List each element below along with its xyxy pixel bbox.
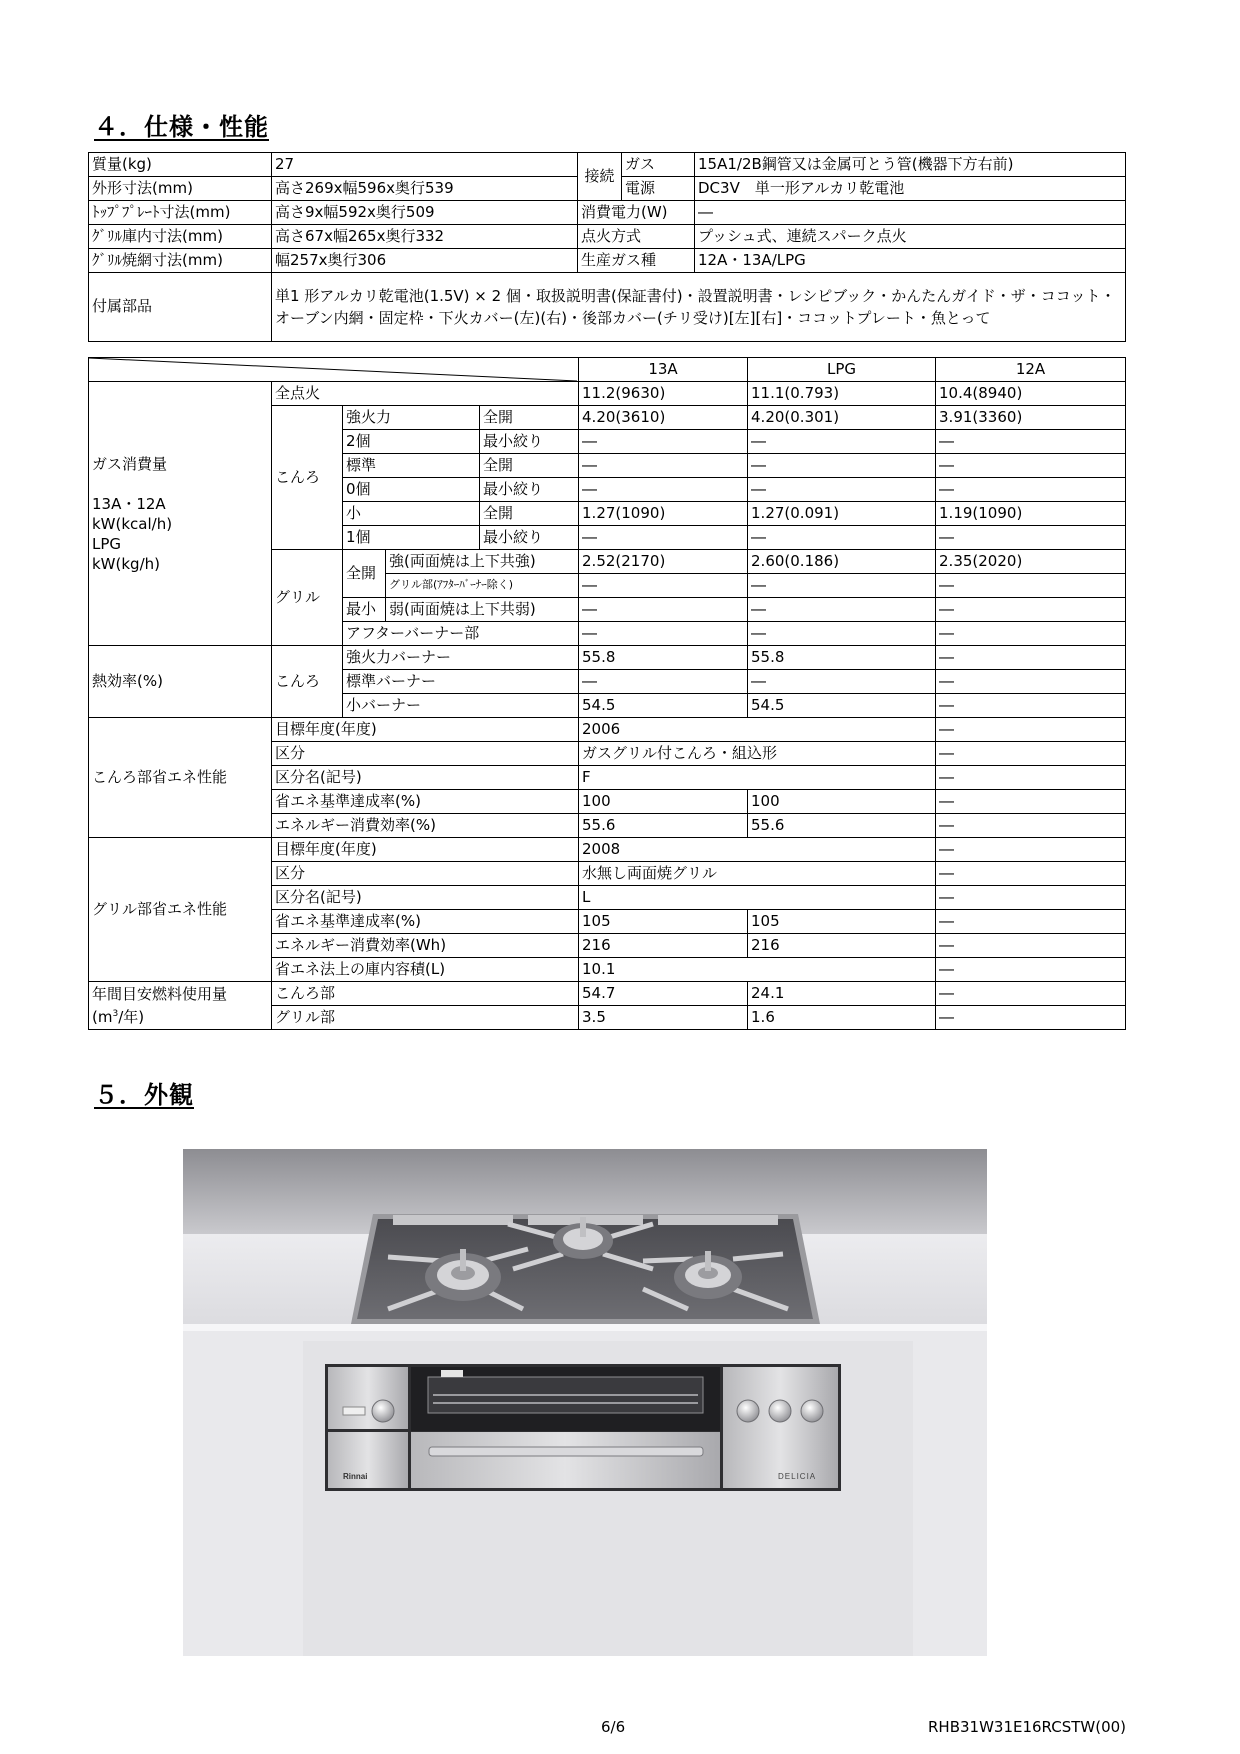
annual-konro-12a: ― bbox=[936, 982, 1126, 1006]
gas-unit-3: LPG bbox=[92, 534, 122, 553]
ke-eff-lpg: 55.6 bbox=[748, 814, 936, 838]
ge-achieve-12a: ― bbox=[936, 910, 1126, 934]
konro-energy-label: こんろ部省エネ性能 bbox=[89, 718, 272, 838]
standard-full-12a: ― bbox=[936, 454, 1126, 478]
product-photo bbox=[183, 1149, 987, 1656]
grill-weak-12a: ― bbox=[936, 598, 1126, 622]
strong-min-label: 最小絞り bbox=[480, 430, 579, 454]
grill-label: グリル bbox=[272, 550, 343, 646]
grill-inner-value: 高さ67x幅265x奥行332 bbox=[272, 225, 578, 249]
gas-unit-4: kW(kg/h) bbox=[92, 554, 160, 573]
grill-weak-lpg: ― bbox=[748, 598, 936, 622]
annual-grill-label: グリル部 bbox=[272, 1006, 579, 1030]
ge-year-label: 目標年度(年度) bbox=[272, 838, 579, 862]
ge-volume-value: 10.1 bbox=[579, 958, 936, 982]
small-full-label: 全開 bbox=[480, 502, 579, 526]
eff-standard-13a: ― bbox=[579, 670, 748, 694]
brand-logo: Rinnai bbox=[343, 1472, 368, 1481]
grill-strong-label: 強(両面焼は上下共強) bbox=[386, 550, 579, 574]
header-13a: 13A bbox=[579, 358, 748, 382]
eff-strong-12a: ― bbox=[936, 646, 1126, 670]
eff-strong-label: 強火力バーナー bbox=[343, 646, 579, 670]
standard-label: 標準 bbox=[343, 454, 480, 478]
ignition-value: プッシュ式、連続スパーク点火 bbox=[695, 225, 1126, 249]
small-full-12a: 1.19(1090) bbox=[936, 502, 1126, 526]
standard-full-13a: ― bbox=[579, 454, 748, 478]
ge-volume-label: 省エネ法上の庫内容積(L) bbox=[272, 958, 579, 982]
strong-min-12a: ― bbox=[936, 430, 1126, 454]
top-plate-value: 高さ9x幅592x奥行509 bbox=[272, 201, 578, 225]
standard-min-13a: ― bbox=[579, 478, 748, 502]
ge-name-label: 区分名(記号) bbox=[272, 886, 579, 910]
ke-name-value: F bbox=[579, 766, 936, 790]
small-min-lpg: ― bbox=[748, 526, 936, 550]
eff-standard-12a: ― bbox=[936, 670, 1126, 694]
gas-type-value: 12A・13A/LPG bbox=[695, 249, 1126, 273]
outer-dimension-value: 高さ269x幅596x奥行539 bbox=[272, 177, 578, 201]
grill-weak-label: 弱(両面焼は上下共弱) bbox=[386, 598, 579, 622]
section-5-title: ５．外観 bbox=[94, 1081, 194, 1109]
strong-full-13a: 4.20(3610) bbox=[579, 406, 748, 430]
mass-label: 質量(kg) bbox=[89, 153, 272, 177]
ke-category-value: ガスグリル付こんろ・組込形 bbox=[579, 742, 936, 766]
ge-name-12a: ― bbox=[936, 886, 1126, 910]
annual-grill-lpg: 1.6 bbox=[748, 1006, 936, 1030]
ke-year-label: 目標年度(年度) bbox=[272, 718, 579, 742]
afterburner-12a: ― bbox=[936, 622, 1126, 646]
spec-table bbox=[88, 152, 1126, 342]
document-code: RHB31W31E16RCSTW(00) bbox=[928, 1718, 1127, 1736]
page-number: 6/6 bbox=[601, 1718, 626, 1736]
gas-consumption-label: ガス消費量 bbox=[92, 454, 168, 473]
ge-eff-12a: ― bbox=[936, 934, 1126, 958]
strong-full-lpg: 4.20(0.301) bbox=[748, 406, 936, 430]
gas-unit-1: 13A・12A bbox=[92, 494, 166, 513]
eff-small-13a: 54.5 bbox=[579, 694, 748, 718]
eff-small-lpg: 54.5 bbox=[748, 694, 936, 718]
header-diagonal-cell bbox=[89, 358, 579, 382]
grill-strong-lpg: 2.60(0.186) bbox=[748, 550, 936, 574]
gas-value: 15A1/2B鋼管又は金属可とう管(機器下方右前) bbox=[695, 153, 1126, 177]
ke-year-value: 2006 bbox=[579, 718, 936, 742]
ke-achieve-lpg: 100 bbox=[748, 790, 936, 814]
annual-konro-label: こんろ部 bbox=[272, 982, 579, 1006]
annual-grill-13a: 3.5 bbox=[579, 1006, 748, 1030]
ke-category-12a: ― bbox=[936, 742, 1126, 766]
grill-inner-label: ｸﾞﾘﾙ庫内寸法(mm) bbox=[89, 225, 272, 249]
grill-full-label: 全開 bbox=[343, 550, 386, 598]
strong-count: 2個 bbox=[343, 430, 480, 454]
consumption-value: ― bbox=[695, 201, 1126, 225]
ignition-label: 点火方式 bbox=[578, 225, 695, 249]
afterburner-label: アフターバーナー部 bbox=[343, 622, 579, 646]
eff-konro-label: こんろ bbox=[272, 646, 343, 718]
power-label: 電源 bbox=[622, 177, 695, 201]
gas-consumption-label-cell bbox=[89, 382, 272, 646]
ke-name-label: 区分名(記号) bbox=[272, 766, 579, 790]
all-on-lpg: 11.1(0.793) bbox=[748, 382, 936, 406]
small-min-12a: ― bbox=[936, 526, 1126, 550]
afterburner-13a: ― bbox=[579, 622, 748, 646]
ke-achieve-12a: ― bbox=[936, 790, 1126, 814]
annual-konro-lpg: 24.1 bbox=[748, 982, 936, 1006]
efficiency-label: 熱効率(%) bbox=[89, 646, 272, 718]
standard-count: 0個 bbox=[343, 478, 480, 502]
annual-grill-12a: ― bbox=[936, 1006, 1126, 1030]
ke-category-label: 区分 bbox=[272, 742, 579, 766]
ge-year-value: 2008 bbox=[579, 838, 936, 862]
ke-achieve-13a: 100 bbox=[579, 790, 748, 814]
performance-table bbox=[88, 357, 1126, 1030]
accessories-label: 付属部品 bbox=[89, 273, 272, 342]
small-full-lpg: 1.27(0.091) bbox=[748, 502, 936, 526]
afterburner-lpg: ― bbox=[748, 622, 936, 646]
standard-min-12a: ― bbox=[936, 478, 1126, 502]
all-on-label: 全点火 bbox=[272, 382, 579, 406]
eff-strong-13a: 55.8 bbox=[579, 646, 748, 670]
ge-achieve-13a: 105 bbox=[579, 910, 748, 934]
gas-type-label: 生産ガス種 bbox=[578, 249, 695, 273]
standard-full-lpg: ― bbox=[748, 454, 936, 478]
strong-min-13a: ― bbox=[579, 430, 748, 454]
konro-label: こんろ bbox=[272, 406, 343, 550]
eff-standard-label: 標準バーナー bbox=[343, 670, 579, 694]
header-lpg: LPG bbox=[748, 358, 936, 382]
eff-strong-lpg: 55.8 bbox=[748, 646, 936, 670]
eff-small-label: 小バーナー bbox=[343, 694, 579, 718]
annual-label: 年間目安燃料使用量 bbox=[92, 985, 228, 1003]
ke-eff-12a: ― bbox=[936, 814, 1126, 838]
small-min-13a: ― bbox=[579, 526, 748, 550]
grill-net-value: 幅257x奥行306 bbox=[272, 249, 578, 273]
ge-year-12a: ― bbox=[936, 838, 1126, 862]
small-label: 小 bbox=[343, 502, 480, 526]
gas-unit-2: kW(kcal/h) bbox=[92, 514, 173, 533]
ke-achieve-label: 省エネ基準達成率(%) bbox=[272, 790, 579, 814]
ke-eff-label: エネルギー消費効率(%) bbox=[272, 814, 579, 838]
strong-label: 強火力 bbox=[343, 406, 480, 430]
grill-min-label: 最小 bbox=[343, 598, 386, 622]
grill-net-label: ｸﾞﾘﾙ焼網寸法(mm) bbox=[89, 249, 272, 273]
ke-eff-13a: 55.6 bbox=[579, 814, 748, 838]
annual-unit: ($m^3/$年) bbox=[92, 1008, 145, 1026]
eff-standard-lpg: ― bbox=[748, 670, 936, 694]
strong-full-label: 全開 bbox=[480, 406, 579, 430]
grill-part-label: グリル部(ｱﾌﾀｰﾊﾞｰﾅｰ除く) bbox=[386, 574, 579, 598]
strong-min-lpg: ― bbox=[748, 430, 936, 454]
strong-full-12a: 3.91(3360) bbox=[936, 406, 1126, 430]
ge-eff-label: エネルギー消費効率(Wh) bbox=[272, 934, 579, 958]
connection-label: 接続 bbox=[578, 153, 622, 201]
ge-achieve-lpg: 105 bbox=[748, 910, 936, 934]
ge-name-value: L bbox=[579, 886, 936, 910]
consumption-label: 消費電力(W) bbox=[578, 201, 695, 225]
small-min-label: 最小絞り bbox=[480, 526, 579, 550]
gas-label: ガス bbox=[622, 153, 695, 177]
ge-category-value: 水無し両面焼グリル bbox=[579, 862, 936, 886]
header-12a: 12A bbox=[936, 358, 1126, 382]
grill-part-12a: ― bbox=[936, 574, 1126, 598]
ke-name-12a: ― bbox=[936, 766, 1126, 790]
ge-eff-13a: 216 bbox=[579, 934, 748, 958]
grill-part-13a: ― bbox=[579, 574, 748, 598]
eff-small-12a: ― bbox=[936, 694, 1126, 718]
section-4-title: ４．仕様・性能 bbox=[94, 113, 269, 141]
grill-part-lpg: ― bbox=[748, 574, 936, 598]
ge-eff-lpg: 216 bbox=[748, 934, 936, 958]
series-logo: DELICIA bbox=[778, 1472, 817, 1481]
outer-dimension-label: 外形寸法(mm) bbox=[89, 177, 272, 201]
ge-category-label: 区分 bbox=[272, 862, 579, 886]
diagonal-line bbox=[89, 358, 577, 381]
ge-volume-12a: ― bbox=[936, 958, 1126, 982]
mass-value: 27 bbox=[272, 153, 578, 177]
ge-category-12a: ― bbox=[936, 862, 1126, 886]
standard-full-label: 全開 bbox=[480, 454, 579, 478]
annual-label-cell bbox=[89, 982, 272, 1030]
ke-year-12a: ― bbox=[936, 718, 1126, 742]
accessories-value: 単1 形アルカリ乾電池(1.5V) × 2 個・取扱説明書(保証書付)・設置説明書・レシピブック・かんたんガイド・ザ・ココット・オーブン内網・固定枠・下火カバー(左)(右)・後部カバー(チリ受け)[左][右]・ココットプレート・魚とって bbox=[272, 273, 1126, 342]
all-on-12a: 10.4(8940) bbox=[936, 382, 1126, 406]
standard-min-lpg: ― bbox=[748, 478, 936, 502]
grill-strong-12a: 2.35(2020) bbox=[936, 550, 1126, 574]
annual-konro-13a: 54.7 bbox=[579, 982, 748, 1006]
grill-weak-13a: ― bbox=[579, 598, 748, 622]
standard-min-label: 最小絞り bbox=[480, 478, 579, 502]
small-count: 1個 bbox=[343, 526, 480, 550]
top-plate-label: ﾄｯﾌﾟﾌﾟﾚｰﾄ寸法(mm) bbox=[89, 201, 272, 225]
ge-achieve-label: 省エネ基準達成率(%) bbox=[272, 910, 579, 934]
small-full-13a: 1.27(1090) bbox=[579, 502, 748, 526]
grill-strong-13a: 2.52(2170) bbox=[579, 550, 748, 574]
all-on-13a: 11.2(9630) bbox=[579, 382, 748, 406]
grill-energy-label: グリル部省エネ性能 bbox=[89, 838, 272, 982]
power-value: DC3V 単一形アルカリ乾電池 bbox=[695, 177, 1126, 201]
